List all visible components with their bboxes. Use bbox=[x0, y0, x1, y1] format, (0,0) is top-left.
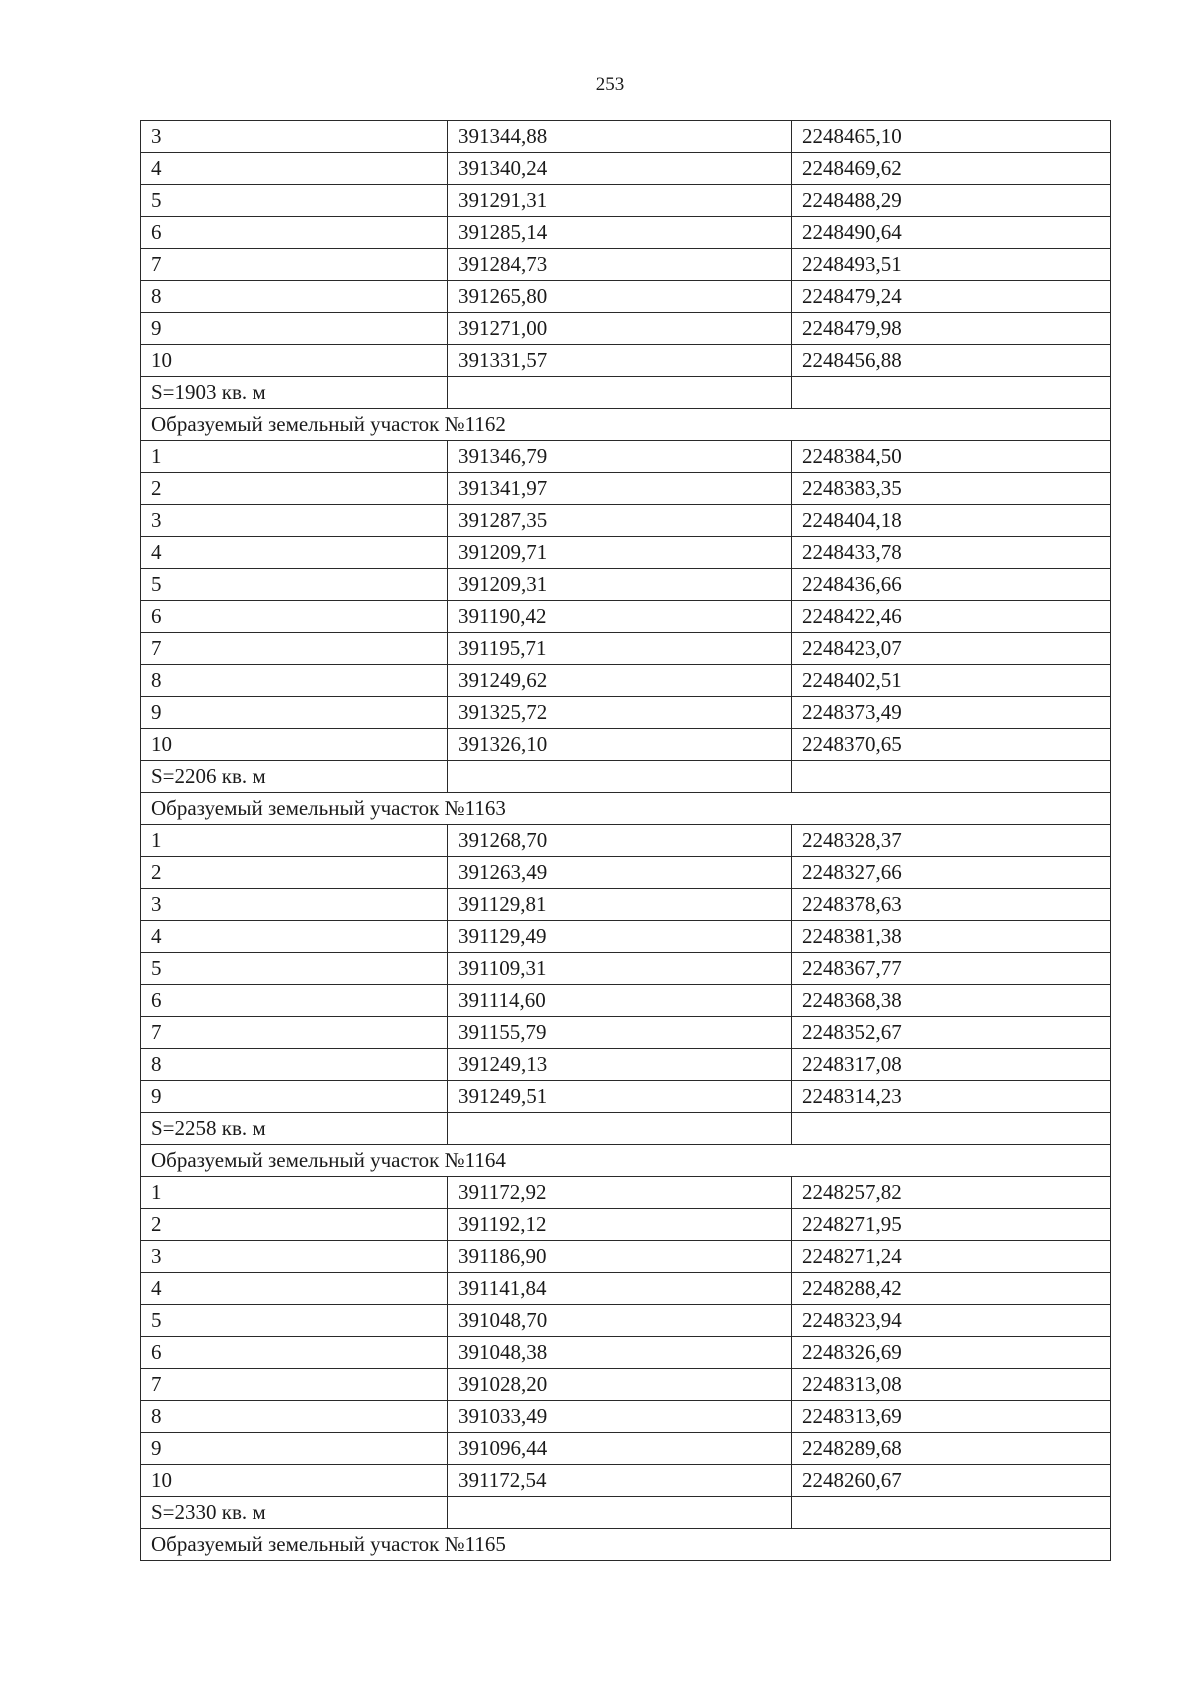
coordinates-table bbox=[140, 120, 1111, 1561]
coordinates-table-body bbox=[141, 121, 1111, 1561]
x-coordinate-cell: 391172,54 bbox=[448, 1465, 792, 1497]
empty-cell bbox=[448, 1497, 792, 1529]
y-coordinate-cell: 2248456,88 bbox=[792, 345, 1111, 377]
y-coordinate-cell: 2248313,08 bbox=[792, 1369, 1111, 1401]
x-coordinate-cell: 391325,72 bbox=[448, 697, 792, 729]
x-coordinate-cell: 391249,13 bbox=[448, 1049, 792, 1081]
y-coordinate-cell: 2248370,65 bbox=[792, 729, 1111, 761]
x-coordinate-cell: 391331,57 bbox=[448, 345, 792, 377]
point-number-cell: 6 bbox=[141, 1337, 448, 1369]
y-coordinate-cell: 2248352,67 bbox=[792, 1017, 1111, 1049]
x-coordinate-cell: 391186,90 bbox=[448, 1241, 792, 1273]
point-number-cell: 5 bbox=[141, 569, 448, 601]
y-coordinate-cell: 2248488,29 bbox=[792, 185, 1111, 217]
x-coordinate-cell: 391048,70 bbox=[448, 1305, 792, 1337]
x-coordinate-cell: 391326,10 bbox=[448, 729, 792, 761]
x-coordinate-cell: 391340,24 bbox=[448, 153, 792, 185]
point-number-cell: 9 bbox=[141, 1433, 448, 1465]
table-row bbox=[141, 313, 1111, 345]
table-row bbox=[141, 697, 1111, 729]
area-row bbox=[141, 1497, 1111, 1529]
point-number-cell: 2 bbox=[141, 473, 448, 505]
table-row bbox=[141, 1305, 1111, 1337]
plot-heading-cell: Образуемый земельный участок №1162 bbox=[141, 409, 1111, 441]
table-row bbox=[141, 121, 1111, 153]
x-coordinate-cell: 391285,14 bbox=[448, 217, 792, 249]
x-coordinate-cell: 391287,35 bbox=[448, 505, 792, 537]
y-coordinate-cell: 2248313,69 bbox=[792, 1401, 1111, 1433]
y-coordinate-cell: 2248271,24 bbox=[792, 1241, 1111, 1273]
x-coordinate-cell: 391344,88 bbox=[448, 121, 792, 153]
y-coordinate-cell: 2248368,38 bbox=[792, 985, 1111, 1017]
y-coordinate-cell: 2248317,08 bbox=[792, 1049, 1111, 1081]
x-coordinate-cell: 391129,49 bbox=[448, 921, 792, 953]
point-number-cell: 10 bbox=[141, 729, 448, 761]
plot-heading-cell: Образуемый земельный участок №1163 bbox=[141, 793, 1111, 825]
table-row bbox=[141, 601, 1111, 633]
empty-cell bbox=[448, 377, 792, 409]
x-coordinate-cell: 391291,31 bbox=[448, 185, 792, 217]
table-row bbox=[141, 1465, 1111, 1497]
x-coordinate-cell: 391129,81 bbox=[448, 889, 792, 921]
plot-heading-row bbox=[141, 1529, 1111, 1561]
point-number-cell: 8 bbox=[141, 1401, 448, 1433]
x-coordinate-cell: 391249,51 bbox=[448, 1081, 792, 1113]
x-coordinate-cell: 391284,73 bbox=[448, 249, 792, 281]
table-row bbox=[141, 1177, 1111, 1209]
page-number: 253 bbox=[595, 74, 625, 95]
table-row bbox=[141, 729, 1111, 761]
x-coordinate-cell: 391268,70 bbox=[448, 825, 792, 857]
y-coordinate-cell: 2248402,51 bbox=[792, 665, 1111, 697]
point-number-cell: 10 bbox=[141, 1465, 448, 1497]
plot-heading-cell: Образуемый земельный участок №1164 bbox=[141, 1145, 1111, 1177]
point-number-cell: 9 bbox=[141, 313, 448, 345]
y-coordinate-cell: 2248367,77 bbox=[792, 953, 1111, 985]
x-coordinate-cell: 391172,92 bbox=[448, 1177, 792, 1209]
table-row bbox=[141, 1241, 1111, 1273]
y-coordinate-cell: 2248423,07 bbox=[792, 633, 1111, 665]
point-number-cell: 3 bbox=[141, 889, 448, 921]
plot-heading-row bbox=[141, 409, 1111, 441]
point-number-cell: 1 bbox=[141, 1177, 448, 1209]
table-row bbox=[141, 569, 1111, 601]
y-coordinate-cell: 2248327,66 bbox=[792, 857, 1111, 889]
y-coordinate-cell: 2248479,98 bbox=[792, 313, 1111, 345]
y-coordinate-cell: 2248493,51 bbox=[792, 249, 1111, 281]
y-coordinate-cell: 2248288,42 bbox=[792, 1273, 1111, 1305]
area-cell: S=2330 кв. м bbox=[141, 1497, 448, 1529]
table-row bbox=[141, 665, 1111, 697]
point-number-cell: 1 bbox=[141, 441, 448, 473]
area-cell: S=2206 кв. м bbox=[141, 761, 448, 793]
x-coordinate-cell: 391271,00 bbox=[448, 313, 792, 345]
point-number-cell: 8 bbox=[141, 1049, 448, 1081]
point-number-cell: 7 bbox=[141, 633, 448, 665]
area-row bbox=[141, 761, 1111, 793]
y-coordinate-cell: 2248378,63 bbox=[792, 889, 1111, 921]
table-row bbox=[141, 857, 1111, 889]
point-number-cell: 3 bbox=[141, 1241, 448, 1273]
area-cell: S=2258 кв. м bbox=[141, 1113, 448, 1145]
table-row bbox=[141, 889, 1111, 921]
x-coordinate-cell: 391155,79 bbox=[448, 1017, 792, 1049]
point-number-cell: 5 bbox=[141, 953, 448, 985]
point-number-cell: 5 bbox=[141, 185, 448, 217]
table-row bbox=[141, 1081, 1111, 1113]
table-row bbox=[141, 1433, 1111, 1465]
area-cell: S=1903 кв. м bbox=[141, 377, 448, 409]
point-number-cell: 5 bbox=[141, 1305, 448, 1337]
y-coordinate-cell: 2248271,95 bbox=[792, 1209, 1111, 1241]
x-coordinate-cell: 391028,20 bbox=[448, 1369, 792, 1401]
point-number-cell: 6 bbox=[141, 217, 448, 249]
empty-cell bbox=[448, 761, 792, 793]
y-coordinate-cell: 2248260,67 bbox=[792, 1465, 1111, 1497]
y-coordinate-cell: 2248373,49 bbox=[792, 697, 1111, 729]
point-number-cell: 4 bbox=[141, 153, 448, 185]
table-row bbox=[141, 345, 1111, 377]
point-number-cell: 6 bbox=[141, 985, 448, 1017]
point-number-cell: 7 bbox=[141, 1369, 448, 1401]
table-row bbox=[141, 153, 1111, 185]
x-coordinate-cell: 391109,31 bbox=[448, 953, 792, 985]
point-number-cell: 4 bbox=[141, 1273, 448, 1305]
x-coordinate-cell: 391209,31 bbox=[448, 569, 792, 601]
x-coordinate-cell: 391346,79 bbox=[448, 441, 792, 473]
table-row bbox=[141, 537, 1111, 569]
plot-heading-row bbox=[141, 1145, 1111, 1177]
x-coordinate-cell: 391265,80 bbox=[448, 281, 792, 313]
x-coordinate-cell: 391209,71 bbox=[448, 537, 792, 569]
x-coordinate-cell: 391048,38 bbox=[448, 1337, 792, 1369]
y-coordinate-cell: 2248289,68 bbox=[792, 1433, 1111, 1465]
plot-heading-cell: Образуемый земельный участок №1165 bbox=[141, 1529, 1111, 1561]
empty-cell bbox=[792, 761, 1111, 793]
area-row bbox=[141, 1113, 1111, 1145]
empty-cell bbox=[448, 1113, 792, 1145]
y-coordinate-cell: 2248404,18 bbox=[792, 505, 1111, 537]
y-coordinate-cell: 2248469,62 bbox=[792, 153, 1111, 185]
table-row bbox=[141, 1401, 1111, 1433]
plot-heading-row bbox=[141, 793, 1111, 825]
point-number-cell: 4 bbox=[141, 537, 448, 569]
x-coordinate-cell: 391033,49 bbox=[448, 1401, 792, 1433]
area-row bbox=[141, 377, 1111, 409]
table-row bbox=[141, 1369, 1111, 1401]
table-row bbox=[141, 473, 1111, 505]
x-coordinate-cell: 391141,84 bbox=[448, 1273, 792, 1305]
x-coordinate-cell: 391096,44 bbox=[448, 1433, 792, 1465]
y-coordinate-cell: 2248257,82 bbox=[792, 1177, 1111, 1209]
table-row bbox=[141, 249, 1111, 281]
y-coordinate-cell: 2248383,35 bbox=[792, 473, 1111, 505]
y-coordinate-cell: 2248465,10 bbox=[792, 121, 1111, 153]
point-number-cell: 9 bbox=[141, 697, 448, 729]
table-row bbox=[141, 217, 1111, 249]
table-row bbox=[141, 505, 1111, 537]
point-number-cell: 8 bbox=[141, 281, 448, 313]
table-row bbox=[141, 633, 1111, 665]
empty-cell bbox=[792, 1497, 1111, 1529]
point-number-cell: 8 bbox=[141, 665, 448, 697]
x-coordinate-cell: 391192,12 bbox=[448, 1209, 792, 1241]
y-coordinate-cell: 2248326,69 bbox=[792, 1337, 1111, 1369]
y-coordinate-cell: 2248433,78 bbox=[792, 537, 1111, 569]
x-coordinate-cell: 391114,60 bbox=[448, 985, 792, 1017]
table-row bbox=[141, 1337, 1111, 1369]
table-row bbox=[141, 985, 1111, 1017]
x-coordinate-cell: 391195,71 bbox=[448, 633, 792, 665]
y-coordinate-cell: 2248479,24 bbox=[792, 281, 1111, 313]
empty-cell bbox=[792, 377, 1111, 409]
point-number-cell: 6 bbox=[141, 601, 448, 633]
table-row bbox=[141, 441, 1111, 473]
table-row bbox=[141, 825, 1111, 857]
table-row bbox=[141, 1049, 1111, 1081]
point-number-cell: 3 bbox=[141, 505, 448, 537]
y-coordinate-cell: 2248490,64 bbox=[792, 217, 1111, 249]
point-number-cell: 1 bbox=[141, 825, 448, 857]
y-coordinate-cell: 2248384,50 bbox=[792, 441, 1111, 473]
point-number-cell: 2 bbox=[141, 1209, 448, 1241]
table-row bbox=[141, 953, 1111, 985]
point-number-cell: 4 bbox=[141, 921, 448, 953]
point-number-cell: 2 bbox=[141, 857, 448, 889]
y-coordinate-cell: 2248328,37 bbox=[792, 825, 1111, 857]
point-number-cell: 7 bbox=[141, 249, 448, 281]
table-row bbox=[141, 1017, 1111, 1049]
x-coordinate-cell: 391249,62 bbox=[448, 665, 792, 697]
table-row bbox=[141, 1273, 1111, 1305]
x-coordinate-cell: 391263,49 bbox=[448, 857, 792, 889]
point-number-cell: 9 bbox=[141, 1081, 448, 1113]
y-coordinate-cell: 2248314,23 bbox=[792, 1081, 1111, 1113]
y-coordinate-cell: 2248422,46 bbox=[792, 601, 1111, 633]
y-coordinate-cell: 2248323,94 bbox=[792, 1305, 1111, 1337]
table-row bbox=[141, 1209, 1111, 1241]
point-number-cell: 3 bbox=[141, 121, 448, 153]
point-number-cell: 7 bbox=[141, 1017, 448, 1049]
x-coordinate-cell: 391341,97 bbox=[448, 473, 792, 505]
point-number-cell: 10 bbox=[141, 345, 448, 377]
table-row bbox=[141, 185, 1111, 217]
table-row bbox=[141, 281, 1111, 313]
y-coordinate-cell: 2248436,66 bbox=[792, 569, 1111, 601]
table-row bbox=[141, 921, 1111, 953]
y-coordinate-cell: 2248381,38 bbox=[792, 921, 1111, 953]
empty-cell bbox=[792, 1113, 1111, 1145]
x-coordinate-cell: 391190,42 bbox=[448, 601, 792, 633]
